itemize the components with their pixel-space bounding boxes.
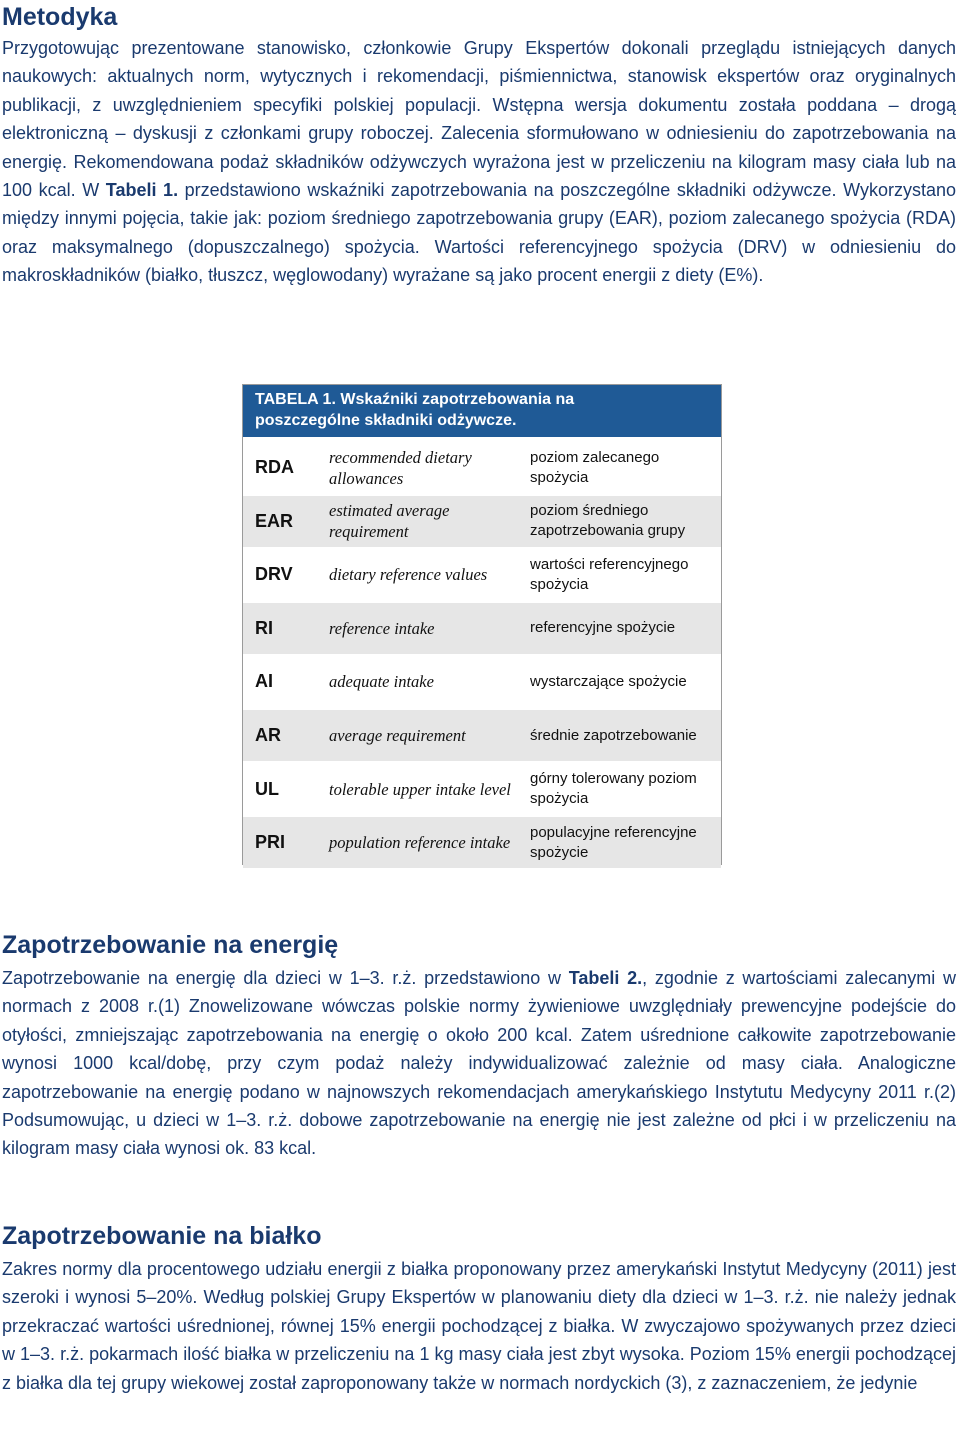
- table-header: [243, 385, 721, 437]
- paragraph-energia: Zapotrzebowanie na energię dla dzieci w 1–3. r.ż. przedstawiono w Tabeli 2., zgodnie z wartościami zalecanymi w normach z 2008 r.(1) Znowelizowane wówczas polskie normy żywieniowe uwzględniały prewencyjne podejście do otyłości, zmniejszając zapotrzebowania na energię o około 200 kcal. Zatem uśrednione całkowite zapotrzebowanie wynosi 1000 kcal/dobę, przy czym podaż należy indywidualizować zależnie od masy ciała. Analogiczne zapotrzebowanie na energię podano w najnowszych rekomendacjach amerykańskiego Instytutu Medycyny 2011 r.(2) Podsumowując, u dzieci w 1–3. r.ż. dobowe zapotrzebowanie na energię nie jest zależne od płci i w przeliczeniu na kilogram masy ciała wynosi ok. 83 kcal.: [2, 968, 956, 1159]
- section-heading-bialko: Zapotrzebowanie na białko: [2, 1222, 322, 1250]
- table-reference: Tabeli 1.: [105, 180, 179, 201]
- table-row: [243, 764, 721, 815]
- table-row: [243, 817, 721, 868]
- table-cell-abbreviation: RDA: [255, 457, 294, 477]
- table-cell-english: adequate intake: [329, 672, 434, 692]
- table-row: [243, 549, 721, 600]
- table-cell-abbreviation: EAR: [255, 510, 294, 531]
- table-row: [243, 603, 721, 654]
- table-cell-english: tolerable upper intake level: [329, 779, 511, 799]
- table-row: [243, 710, 721, 761]
- section-heading-metodyka: Metodyka: [2, 3, 118, 31]
- table-cell-abbreviation: PRI: [255, 832, 286, 853]
- table-cell-polish: wartości referencyjnego spożycia: [530, 555, 689, 593]
- table-cell-english: estimated average requirement: [329, 501, 450, 542]
- table-reference: Tabeli 2.: [568, 968, 643, 988]
- table-cell-abbreviation: RI: [255, 617, 273, 638]
- table-cell-polish: referencyjne spożycie: [530, 619, 676, 637]
- table-row: [243, 496, 721, 547]
- table-cell-polish: wystarczające spożycie: [530, 672, 687, 690]
- table-cell-polish: górny tolerowany poziom spożycia: [530, 770, 697, 808]
- table-row: [243, 442, 721, 493]
- table-cell-abbreviation: AR: [255, 725, 281, 745]
- table-cell-english: reference intake: [329, 618, 435, 638]
- table-cell-english: dietary reference values: [329, 565, 488, 585]
- table-1-figure: [242, 384, 722, 865]
- table-title: TABELA 1. Wskaźniki zapotrzebowania na poszczególne składniki odżywcze.: [255, 391, 575, 429]
- table-cell-polish: poziom średniego zapotrzebowania grupy: [530, 502, 686, 540]
- table-cell-english: recommended dietary allowances: [329, 447, 472, 488]
- table-cell-polish: średnie zapotrzebowanie: [530, 726, 697, 744]
- paragraph-metodyka: Przygotowując prezentowane stanowisko, członkowie Grupy Ekspertów dokonali przeglądu istniejących danych naukowych: aktualnych norm, wytycznych i rekomendacji, piśmiennictwa, stanowisk ekspertów oraz oryginalnych publikacji, z uwzględnieniem specyfiki polskiej populacji. Wstępna wersja dokumentu została poddana – drogą elektroniczną – dyskusji z członkami grupy roboczej. Zalecenia sformułowano w odniesieniu do zapotrzebowania na energię. Rekomendowana podaż składników odżywczych wyrażona jest w przeliczeniu na kilogram masy ciała lub na 100 kcal. W Tabeli 1. przedstawiono wskaźniki zapotrzebowania na poszczególne składniki odżywcze. Wykorzystano między innymi pojęcia, takie jak: poziom średniego zapotrzebowania grupy (EAR), poziom zalecanego spożycia (RDA) oraz maksymalnego (dopuszczalnego) spożycia. Wartości referencyjnego spożycia (DRV) w odniesieniu do makroskładników (białko, tłuszcz, węglowodany) wyrażane są jako procent energii z diety (E%).: [2, 38, 956, 286]
- table-cell-english: population reference intake: [329, 833, 511, 853]
- table-cell-abbreviation: DRV: [255, 564, 293, 585]
- table-cell-polish: poziom zalecanego spożycia: [530, 448, 660, 486]
- table-cell-polish: populacyjne referencyjne spożycie: [530, 823, 697, 861]
- paragraph-bialko: Zakres normy dla procentowego udziału energii z białka proponowany przez amerykański Instytut Medycyny (2011) jest szeroki i wynosi 5–20%. Według polskiej Grupy Ekspertów w planowaniu diety dla dzieci w 1–3. r.ż. nie należy jednak przekraczać wartości uśrednionej, równej 15% energii pochodzącej z białka. W zwyczajowo spożywanych przez dzieci w 1–3. r.ż. pokarmach ilość białka w przeliczeniu na 1 kg masy ciała jest zbyt wysoka. Poziom 15% energii pochodzącej z białka dla tej grupy wiekowej został zaproponowany także w normach nordyckich (3), z zaznaczeniem, że jedynie: [2, 1259, 956, 1393]
- table-cell-english: average requirement: [329, 726, 466, 745]
- section-heading-energia: Zapotrzebowanie na energię: [2, 931, 339, 959]
- table-row: [243, 656, 721, 707]
- table-cell-abbreviation: AI: [255, 671, 273, 692]
- table-cell-abbreviation: UL: [255, 778, 279, 799]
